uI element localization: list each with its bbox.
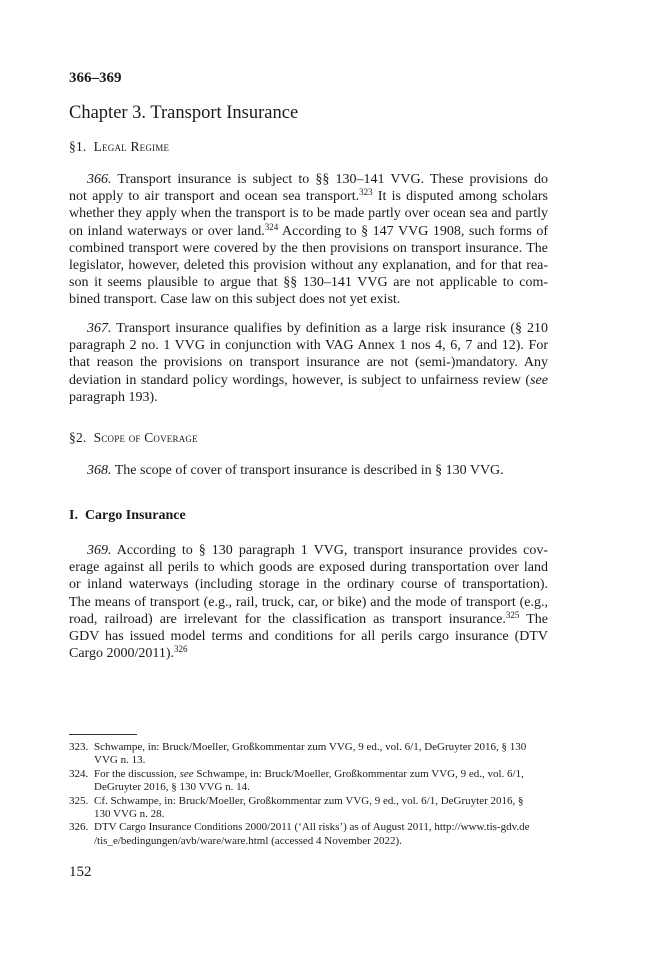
- paragraph-369: 369. According to § 130 paragraph 1 VVG, transport insurance provides cov- erage against all perils to which goods are exposed during transportation over land or inland waterways (including storage in the ordinary course of transportation). The means of transport (e.g., rail, truck, car, or bike) and the mode of transport (e.g., road, railroad) are irrelevant for the classification as transport insurance.$^{325}$ The GDV has issued model terms and conditions for all perils cargo insurance (DTV Cargo 2000/2011).$^{326}$: [69, 543, 549, 662]
- footnote-ref-326: 326: [174, 644, 188, 655]
- footnote-ref-325: 325: [505, 609, 520, 620]
- paragraph-number: 368.: [87, 463, 112, 478]
- footnote-325: 325. Cf. Schwampe, in: Bruck/Moeller, Großkommentar zum VVG, 9 ed., vol. 6/1, DeGruyter 2016, § 130 VVG n. 28.: [69, 794, 524, 821]
- paragraph-number: 366.: [87, 172, 112, 187]
- section-heading-legal-regime: [69, 139, 169, 155]
- paragraph-367: 367. Transport insurance qualifies by definition as a large risk insurance (§ 210 paragraph 2 no. 1 VVG in conjunction with VAG Annex 1 nos 4, 6, 7 and 12). For that reason the provisions on transport insurance are not (semi-)mandatory. Any deviation in standard policy wordings, however, is subject to unfairness review (see paragraph 193).: [69, 321, 548, 405]
- footnote-323: 323. Schwampe, in: Bruck/Moeller, Großkommentar zum VVG, 9 ed., vol. 6/1, DeGruyter 2016, § 130 VVG n. 13.: [69, 741, 527, 767]
- running-head: 366–369: [69, 70, 122, 86]
- footnotes: [69, 741, 551, 848]
- section-title: Legal Regime: [93, 139, 170, 154]
- chapter-title: Chapter 3. Transport Insurance: [69, 103, 299, 123]
- paragraph-366: 366. Transport insurance is subject to §§ 130–141 VVG. These provisions do not apply to air transport and ocean sea transport.$^{323}$ It is disputed among scholars whether they apply when the transport is to be made partly over ocean sea and partly on inland waterways or over land.$^{324}$ According to § 147 VVG 1908, such forms of combined transport were covered by the then provisions on transport insurance. The legislator, however, deleted this provision without any explanation, and for that rea- son it seems plausible to argue that §§ 130–141 VVG are not applicable to com- bined transport. Case law on this subject does not yet exist.: [69, 172, 548, 308]
- paragraph-368: 368. The scope of cover of transport insurance is described in § 130 VVG.: [87, 463, 504, 478]
- section-number: §2.: [69, 430, 87, 445]
- section-title: Scope of Coverage: [93, 430, 198, 445]
- paragraph-number: 369.: [87, 543, 112, 558]
- footnote-324: 324. For the discussion, see Schwampe, in: Bruck/Moeller, Großkommentar zum VVG, 9 ed., vol. 6/1, DeGruyter 2016, § 130 VVG n. 14.: [69, 767, 524, 794]
- footnote-ref-323: 323: [359, 187, 373, 198]
- footnote-divider: [69, 734, 137, 735]
- section-number: §1.: [69, 139, 87, 154]
- paragraph-number: 367.: [87, 321, 112, 336]
- section-heading-scope-of-coverage: [69, 430, 198, 446]
- page-number: 152: [69, 864, 92, 880]
- footnote-326: 326. DTV Cargo Insurance Conditions 2000/2011 (‘All risks’) as of August 2011, http://www.tis-gdv.de /tis_e/bedingungen/avb/ware/ware.html (accessed 4 November 2022).: [69, 821, 530, 847]
- subheading-cargo-insurance: I. Cargo Insurance: [69, 508, 186, 523]
- footnote-ref-324: 324: [264, 221, 279, 232]
